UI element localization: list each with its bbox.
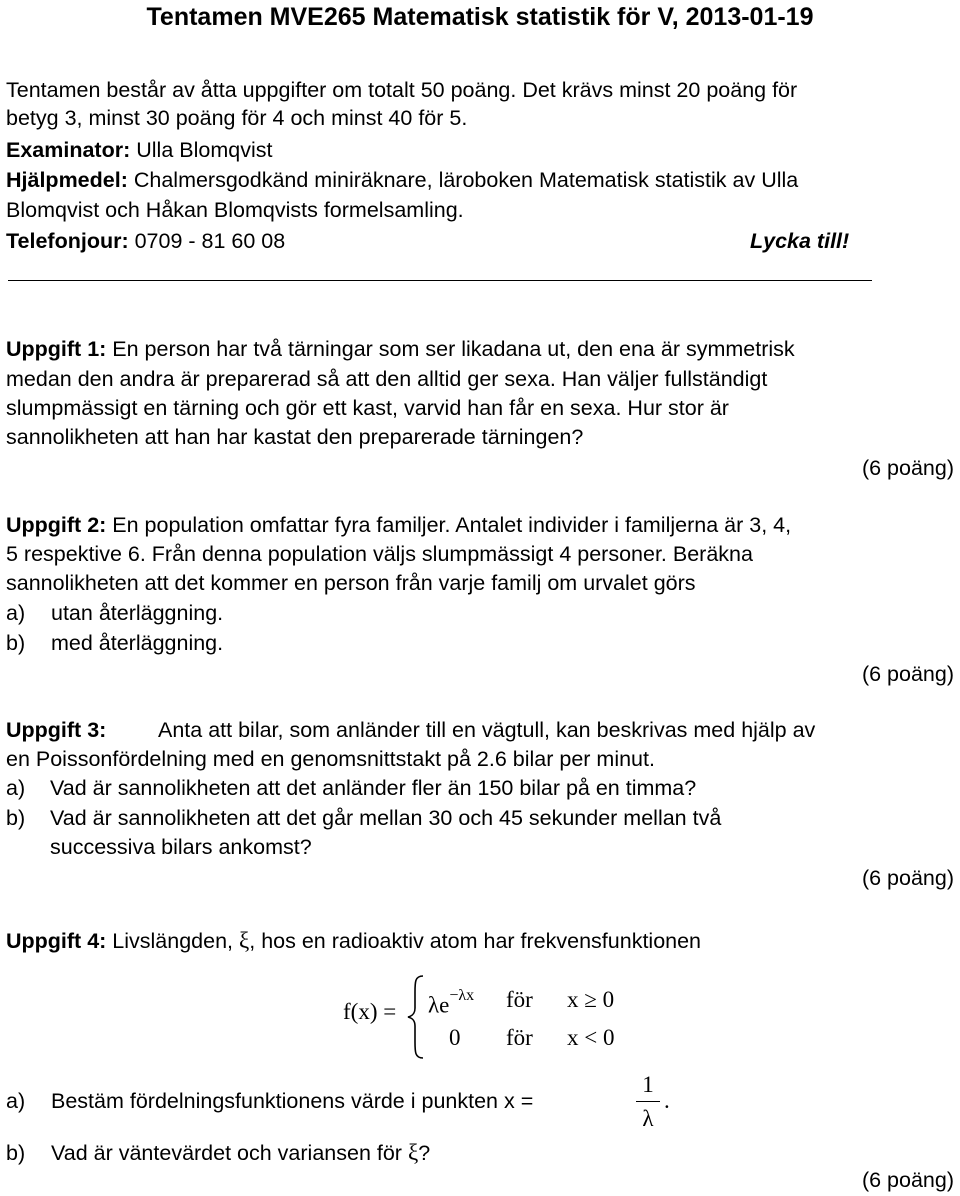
p4-a-period: . [664,1088,670,1113]
case1-for: för [506,987,533,1012]
fx-label: f(x) = [343,999,397,1024]
p3-text-1: Anta att bilar, som anländer till en vägtull, kan beskrivas med hjälp av [158,718,816,742]
p1-line-3: slumpmässigt en tärning och gör ett kast, varvid han får en sexa. Hur stor är [6,396,729,420]
page-title: Tentamen MVE265 Matematisk statistik för V, 2013-01-19 [146,3,814,31]
lycka-till: Lycka till! [750,229,850,253]
p1-line-1 [6,336,795,363]
fraction-numerator: 1 [642,1072,654,1097]
p3-item-b-cont: successiva bilars ankomst? [50,835,312,859]
case2-for: för [506,1025,533,1050]
p2-a-text: utan återläggning. [51,601,224,625]
p2-points: (6 poäng) [861,662,954,686]
p4-points: (6 poäng) [861,1168,954,1192]
header-divider [8,280,872,281]
p3-a-label: a) [6,776,26,800]
p4-b-label: b) [6,1141,26,1165]
p2-a-label: a) [6,601,26,625]
hjalpmedel-row-2: Blomqvist och Håkan Blomqvists formelsamling. [6,198,464,222]
p4-item-a [6,1088,533,1115]
case1-expr [428,987,474,1019]
fraction-denominator: λ [642,1106,654,1131]
p1-points: (6 poäng) [861,456,954,480]
p2-label: Uppgift 2: [6,513,107,537]
p3-points: (6 poäng) [861,866,954,890]
p2-text-1: En population omfattar fyra familjer. Antalet individer i familjerna är 3, 4, [106,513,792,537]
p2-item-a [6,600,223,627]
p4-text-1a: Livslängden, [106,929,239,953]
p2-line-3: sannolikheten att det kommer en person från varje familj om urvalet görs [6,571,696,595]
examinator-row [6,137,272,164]
p2-b-label: b) [6,631,26,655]
p1-text-1: En person har två tärningar som ser likadana ut, den ena är symmetrisk [106,337,795,361]
examinator-value: Ulla Blomqvist [130,138,273,162]
telefon-row [6,228,285,255]
p3-a-text: Vad är sannolikheten att det anländer fler än 150 bilar på en timma? [50,776,697,800]
p3-item-b [6,805,721,832]
p3-item-a [6,775,696,802]
p4-text-1b: , hos en radioaktiv atom har frekvensfunktionen [249,929,702,953]
p2-line-1 [6,512,791,539]
case2-expr: 0 [449,1025,461,1050]
left-brace-icon [405,974,427,1060]
telefon-value: 0709 - 81 60 08 [128,229,286,253]
case1-exponent: −λx [449,987,475,1004]
p4-label: Uppgift 4: [6,929,107,953]
p2-line-2: 5 respektive 6. Från denna population väljs slumpmässigt 4 personer. Beräkna [6,542,753,566]
case1-lambda-e: λe [428,992,450,1018]
p1-label: Uppgift 1: [6,337,107,361]
p4-item-b [6,1139,430,1167]
xi-symbol: ξ [239,928,250,953]
p3-b-text: Vad är sannolikheten att det går mellan 30 och 45 sekunder mellan två [50,806,722,830]
fraction-bar [636,1101,660,1102]
case1-condition: x ≥ 0 [567,987,615,1012]
p3-label: Uppgift 3: [6,718,107,742]
p4-b-end: ? [418,1141,431,1165]
hjalpmedel-row [6,167,798,194]
examinator-label: Examinator: [6,138,131,162]
b-xi-symbol: ξ [407,1140,419,1165]
p2-b-text: med återläggning. [51,631,224,655]
telefon-label: Telefonjour: [6,229,129,253]
hjalpmedel-label: Hjälpmedel: [6,168,128,192]
p4-b-text: Vad är väntevärdet och variansen för [51,1141,408,1165]
intro-line-2: betyg 3, minst 30 poäng för 4 och minst 40 för 5. [6,106,468,130]
case2-condition: x < 0 [567,1025,615,1050]
intro-line-1: Tentamen består av åtta uppgifter om totalt 50 poäng. Det krävs minst 20 poäng för [6,78,798,102]
p4-a-text: Bestäm fördelningsfunktionens värde i punkten x = [51,1089,534,1113]
p3-b-label: b) [6,806,26,830]
p3-line-1 [6,717,815,744]
p1-line-4: sannolikheten att han har kastat den preparerade tärningen? [6,425,584,449]
p1-line-2: medan den andra är preparerad så att den alltid ger sexa. Han väljer fullständigt [6,367,768,391]
p4-line-1 [6,927,701,955]
p2-item-b [6,630,223,657]
hjalpmedel-value: Chalmersgodkänd miniräknare, läroboken Matematisk statistik av Ulla [127,168,799,192]
p4-a-label: a) [6,1089,26,1113]
p3-line-2: en Poissonfördelning med en genomsnittstakt på 2.6 bilar per minut. [6,747,655,771]
